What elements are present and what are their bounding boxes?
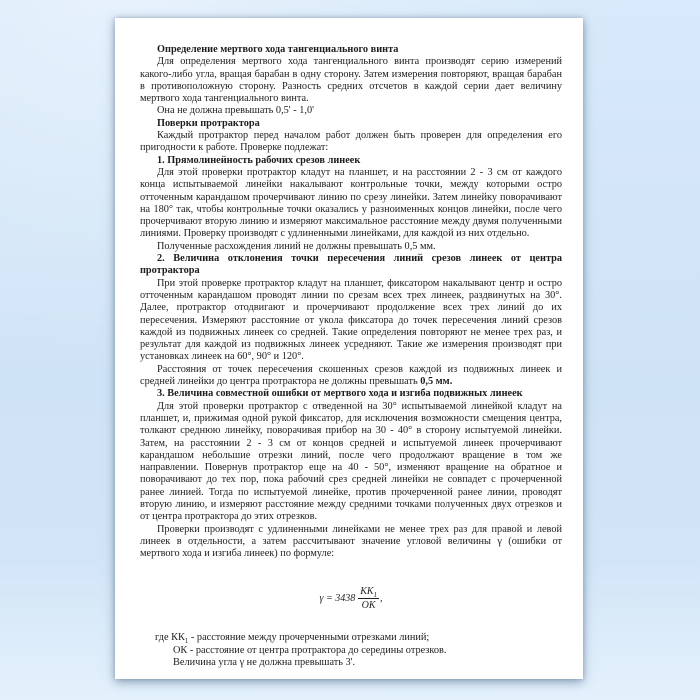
formula-gamma bbox=[140, 586, 562, 611]
formula-numerator-subscript: 1 bbox=[373, 591, 377, 600]
legend-line-limit: Величина угла γ не должна превышать 3'. bbox=[173, 657, 356, 669]
para-intro: Каждый протрактор перед началом работ должен быть проверен для определения его пригодности к работе. Проверке подлежат: bbox=[140, 130, 562, 154]
heading-check2: 2. Величина отклонения точки пересечения линий срезов линеек от центра протрактора bbox=[140, 253, 562, 277]
heading-dead-stroke: Определение мертвого хода тангенциального винта bbox=[157, 44, 399, 55]
para-check1: Для этой проверки протрактор кладут на планшет, и на расстоянии 2 - 3 см от каждого конца испытываемой линейки накалывают контрольные точки, между которыми остро отточенным карандашом прочерчивают линию по срезу линейки. Затем линейку поворачивают на 180° так, чтобы контрольные точки оказались у разноименных концов линейки, после чего прочерчивают вторую линию и измеряют максимальное расстояние между двумя полученными линиями. Проверку производят с удлиненными линейками, для каждой из них отдельно. bbox=[140, 166, 562, 240]
para-check1-limit: Полученные расхождения линий не должны превышать 0,5 мм. bbox=[157, 240, 436, 252]
para-check2: При этой проверке протрактор кладут на планшет, фиксатором накалывают центр и остро отточенным карандашом проводят линии по срезам всех трех линеек, раздвинутых на 30°. Далее, протрактор отодвигают и прочерчивают продолжение всех трех линий до их пересечения. Измеряют расстояние от укола фиксатора до точек пересечения линий срезов каждой из подвижных линеек со средней. Такие определения повторяют не менее трех раз, и результат для каждой из подвижных линеек усредняют. Такие же измерения производят при установках линеек на 60°, 90° и 120°. bbox=[140, 277, 562, 363]
para-dead-stroke: Для определения мертвого хода тангенциального винта производят серию измерений какого-либо угла, вращая барабан в одну сторону. Затем измерения повторяют, вращая барабан в противоположную сторону. Разность средних отсчетов в каждой серии дает величину мертвого хода тангенциального винта. bbox=[140, 56, 562, 105]
legend-line-ok: ОК - расстояние от центра протрактора до середины отрезков. bbox=[173, 644, 447, 656]
legend-kk1-post: - расстояние между прочерченными отрезками линий; bbox=[188, 632, 430, 644]
legend-line-kk1 bbox=[140, 632, 562, 644]
formula-denominator: ОК bbox=[361, 600, 376, 612]
formula-numerator bbox=[358, 586, 379, 599]
formula-legend bbox=[140, 632, 562, 669]
formula-lhs: γ = 3438 bbox=[319, 593, 356, 605]
para-check2-limit bbox=[140, 364, 562, 389]
heading-check3: 3. Величина совместной ошибки от мертвого хода и изгиба подвижных линеек bbox=[157, 388, 523, 400]
para-dead-stroke-limit: Она не должна превышать 0,5' - 1,0' bbox=[157, 105, 314, 117]
para-formula-intro: Проверки производят с удлиненными линейками не менее трех раз для правой и левой линеек в отдельности, а затем рассчитывают значение угловой величины γ (ошибки от мертвого хода и изгиба линеек) по формуле: bbox=[140, 523, 562, 560]
para-check3: Для этой проверки протрактор с отведенной на 30° испытываемой линейкой кладут на планшет, и, прижимая одной рукой фиксатор, для исключения возможности смещения центра, толкают среднюю линейку, поворачивая прибор на 30 - 40° в сторону испытуемой линейки. Затем, на расстоянии 2 - 3 см от концов средней и испытуемой линеек прочерчивают карандашом небольшие отрезки линий, после чего продолжают вращение в том же направлении. Повернув протрактор еще на 40 - 50°, изменяют вращение на обратное и поворачивают до тех пор, пока рабочий срез средней линейки не совпадет с прочерченной ранее линией. Тогда по испытуемой линейке, против прочерченной ранее линии, проводят вторую линию, и измеряют расстояние между средними точками полученных двух отрезков и от центра протрактора до этих отрезков. bbox=[140, 400, 562, 523]
para-check2-limit-bold: 0,5 мм. bbox=[420, 376, 453, 388]
formula-numerator-main: КК bbox=[360, 586, 374, 598]
document-page bbox=[115, 18, 583, 679]
para-check2-limit-text: Расстояния от точек пересечения скошенных срезов каждой из подвижных линеек и средней линейки до центра протрактора не должны превышать bbox=[140, 363, 562, 388]
legend-kk1-subscript: 1 bbox=[184, 637, 189, 646]
formula-tail-comma: , bbox=[379, 593, 383, 605]
legend-kk1-pre: где КК bbox=[155, 632, 185, 644]
heading-protractor-checks: Поверки протрактора bbox=[157, 117, 260, 129]
heading-check1: 1. Прямолинейность рабочих срезов линеек bbox=[157, 154, 361, 166]
formula-fraction bbox=[358, 586, 379, 611]
